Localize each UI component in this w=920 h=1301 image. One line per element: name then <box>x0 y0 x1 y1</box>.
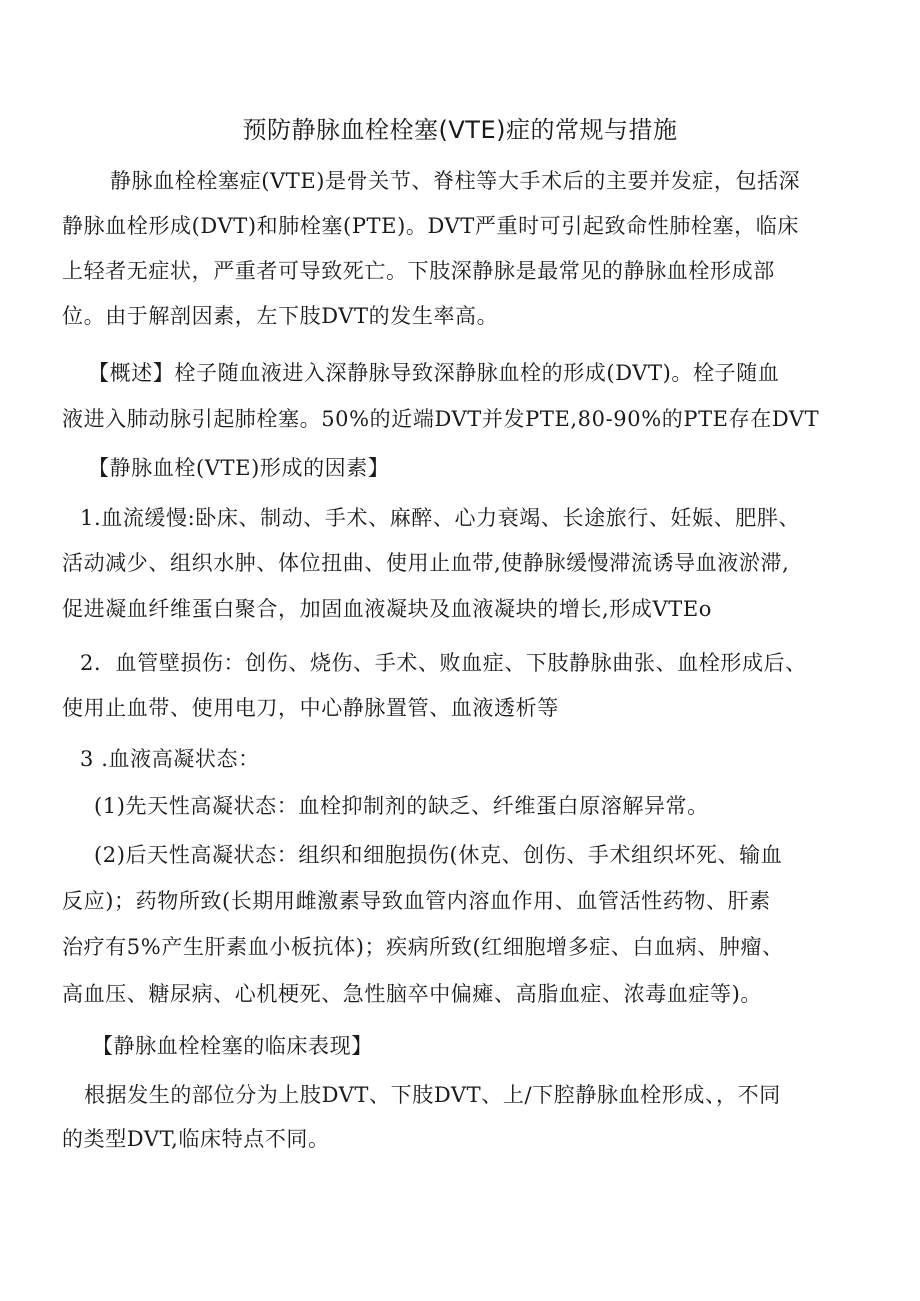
intro-line: 静脉血栓形成(DVT)和肺栓塞(PTE)。DVT严重时可引起致命性肺栓塞，临床 <box>62 214 799 238</box>
factor-item-3-1: (1)先天性高凝状态：血栓抑制剂的缺乏、纤维蛋白原溶解异常。 <box>94 794 709 818</box>
factors-heading: 【静脉血栓(VTE)形成的因素】 <box>88 456 390 480</box>
factor-item-1-line: 活动减少、组织水肿、体位扭曲、使用止血带,使静脉缓慢滞流诱导血液淤滞, <box>62 551 790 575</box>
overview-line: 【概述】栓子随血液进入深静脉导致深静脉血栓的形成(DVT)。栓子随血 <box>88 361 780 385</box>
factor-item-2-line: 使用止血带、使用电刀，中心静脉置管、血液透析等 <box>62 696 559 720</box>
factor-item-3: 3 .血液高凝状态： <box>80 747 260 771</box>
clinical-heading: 【静脉血栓栓塞的临床表现】 <box>92 1034 373 1058</box>
intro-line: 上轻者无症状，严重者可导致死亡。下肢深静脉是最常见的静脉血栓形成部 <box>62 259 775 283</box>
factor-item-2-line: 2．血管壁损伤：创伤、烧伤、手术、败血症、下肢静脉曲张、血栓形成后、 <box>80 651 807 675</box>
factor-item-1-line: 促进凝血纤维蛋白聚合，加固血液凝块及血液凝块的增长,形成VTEo <box>62 597 713 621</box>
clinical-line: 根据发生的部位分为上肢DVT、下肢DVT、上/下腔静脉血栓形成、，不同 <box>84 1083 781 1107</box>
factor-item-3-2-line: 高血压、糖尿病、心机梗死、急性脑卒中偏瘫、高脂血症、浓毒血症等)。 <box>62 982 762 1006</box>
overview-line: 液进入肺动脉引起肺栓塞。50%的近端DVT并发PTE,80-90%的PTE存在DVT <box>62 407 820 431</box>
page-title: 预防静脉血栓栓塞(VTE)症的常规与措施 <box>242 116 678 144</box>
factor-item-3-2-line: (2)后天性高凝状态：组织和细胞损伤(休克、创伤、手术组织坏死、输血 <box>94 843 783 867</box>
factor-item-1-line: 1.血流缓慢:卧床、制动、手术、麻醉、心力衰竭、长途旅行、妊娠、肥胖、 <box>80 506 801 530</box>
factor-item-3-2-line: 治疗有5%产生肝素血小板抗体)；疾病所致(红细胞增多症、白血病、肿瘤、 <box>62 935 784 959</box>
intro-line: 静脉血栓栓塞症(VTE)是骨关节、脊柱等大手术后的主要并发症，包括深 <box>110 169 801 193</box>
factor-item-3-2-line: 反应)；药物所致(长期用雌激素导致血管内溶血作用、血管活性药物、肝素 <box>62 889 771 913</box>
clinical-line: 的类型DVT,临床特点不同。 <box>62 1127 330 1151</box>
intro-line: 位。由于解剖因素，左下肢DVT的发生率高。 <box>62 304 499 328</box>
